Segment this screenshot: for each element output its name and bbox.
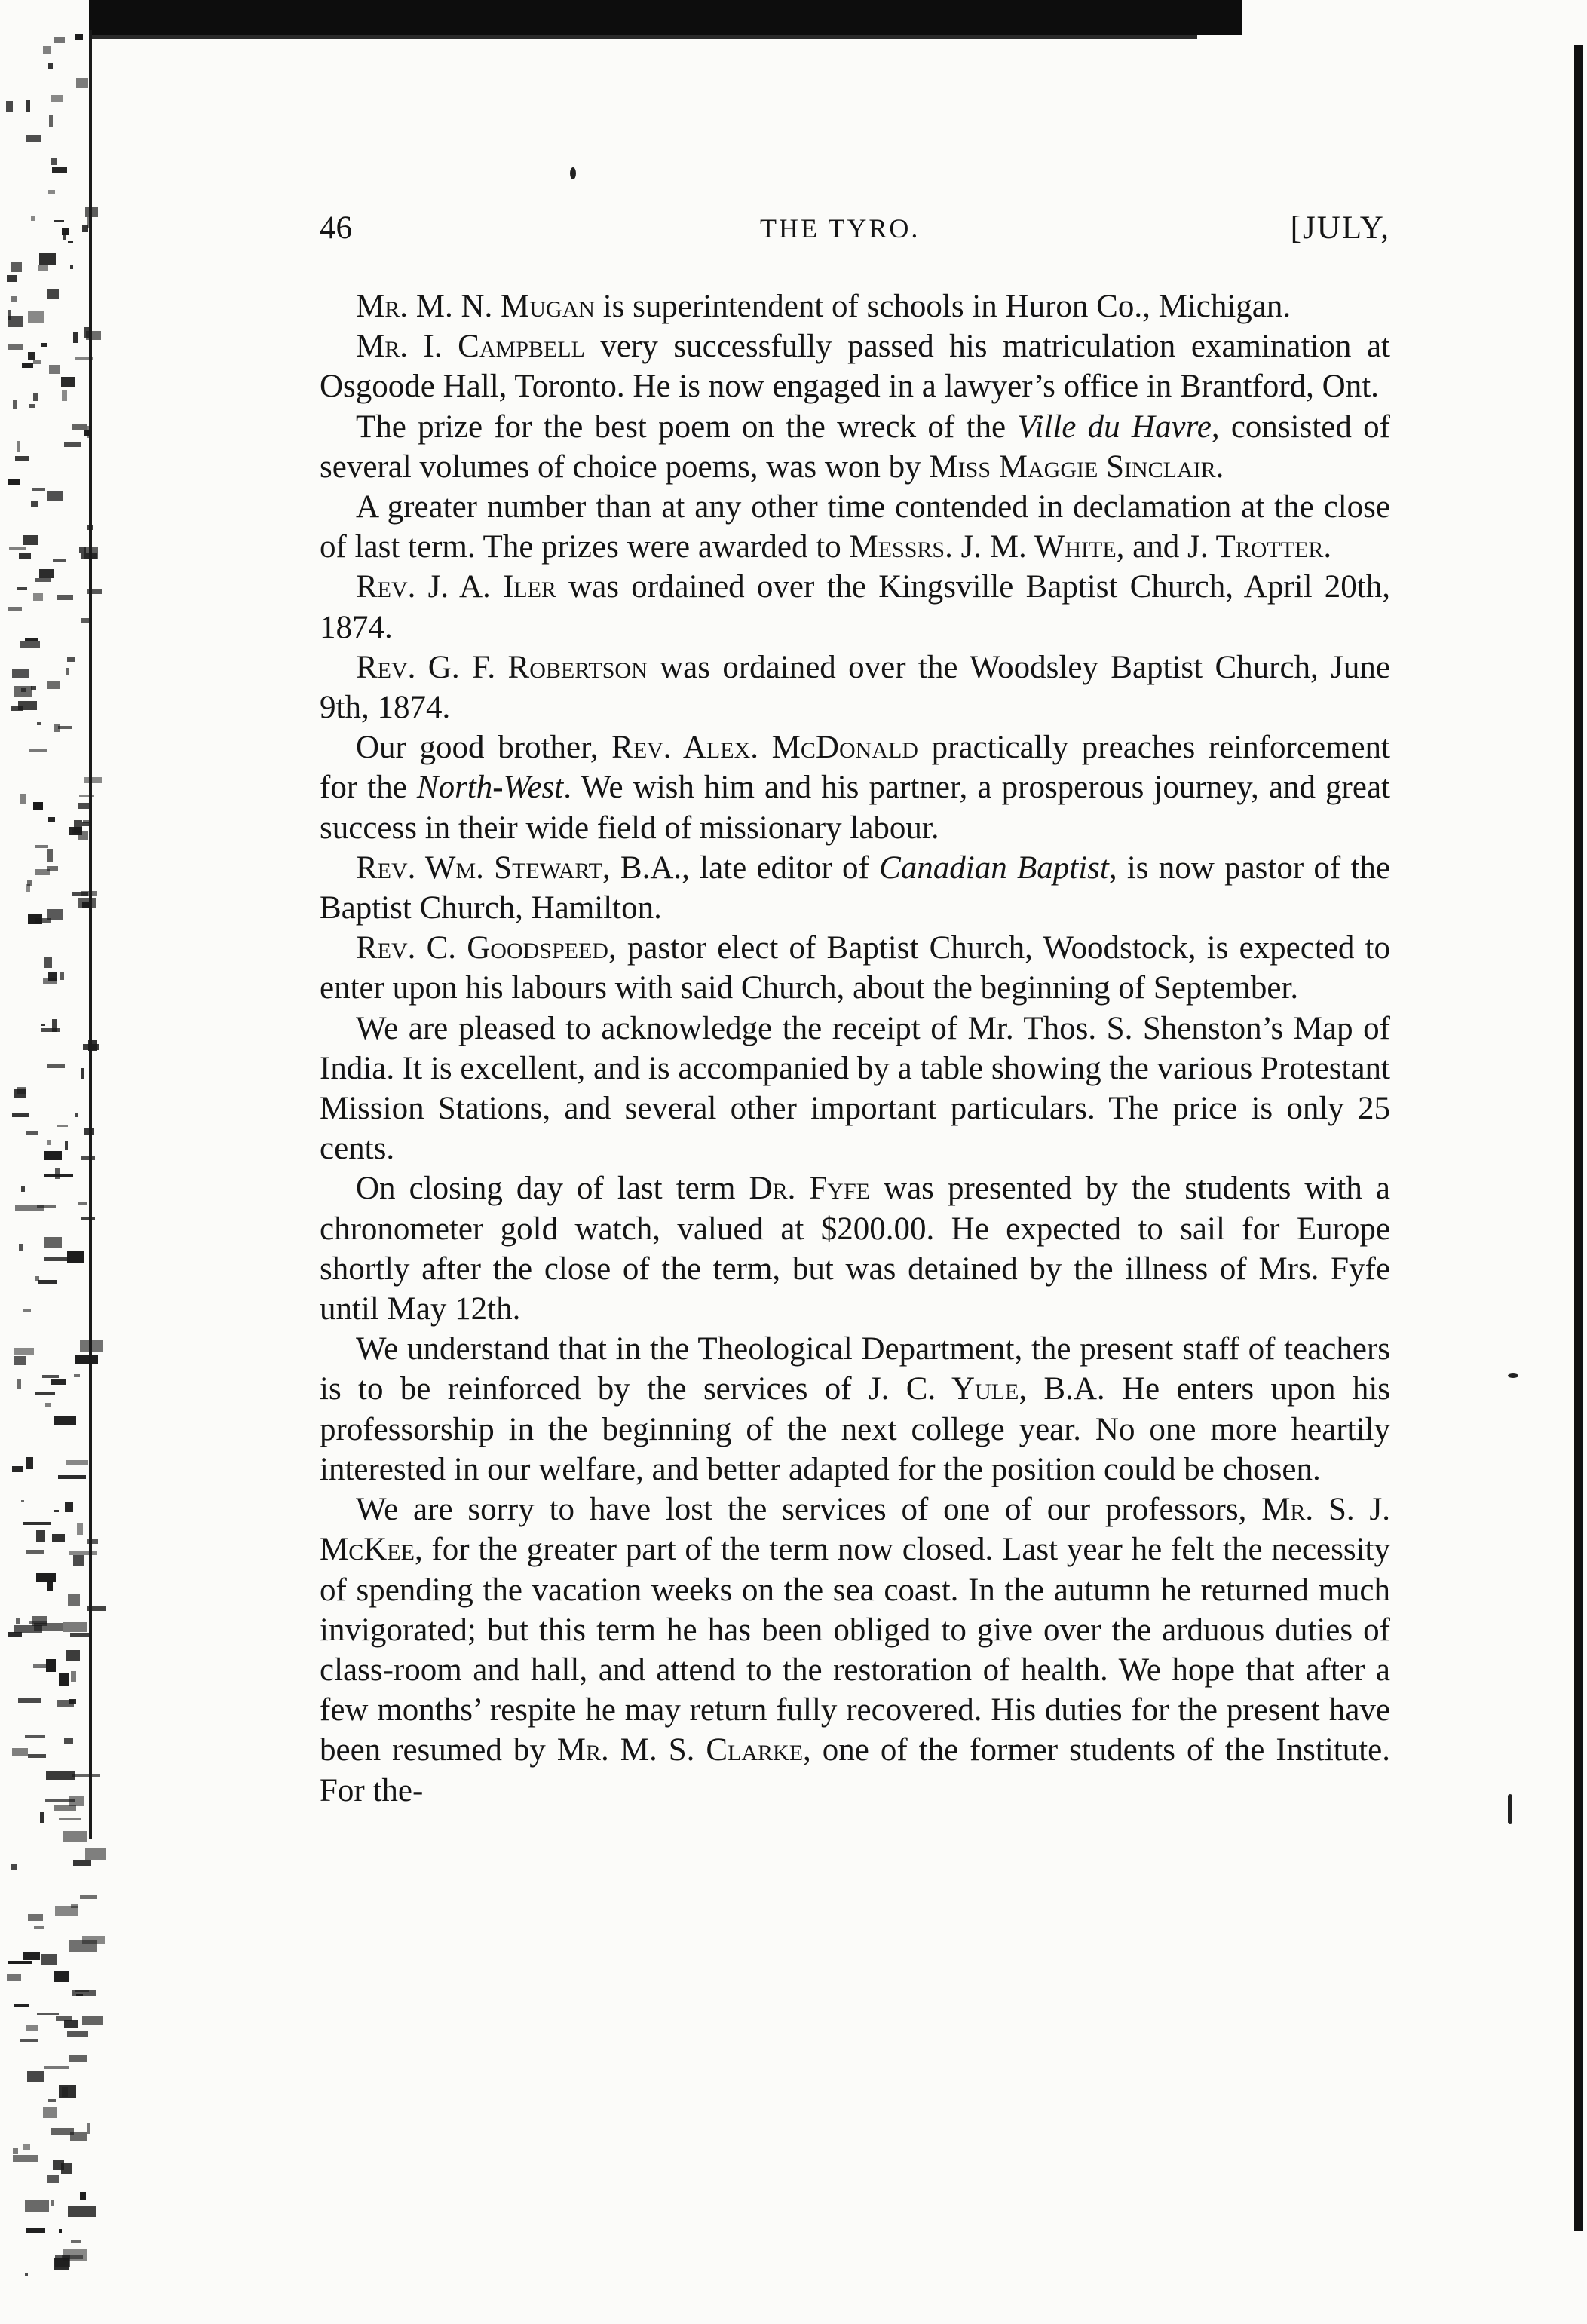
binding-scan-mark [26,1457,34,1469]
binding-scan-mark [13,2155,37,2162]
binding-scan-mark [64,1738,72,1744]
binding-scan-mark [49,365,60,374]
binding-scan-mark [55,1168,60,1179]
binding-scan-mark [45,1799,75,1803]
binding-scan-mark [58,1475,86,1478]
binding-scan-mark [52,167,67,173]
paragraph-text: We are pleased to acknowledge the receipt of Mr. Thos. S. Shenston’s Map of India. It is excellent, and is accompanied by a table showing the various Protestant Mission Stations, and several other important particulars. The price is only 25 cents. [320,1010,1390,1167]
binding-scan-mark [70,1633,90,1637]
binding-scan-mark [62,228,70,235]
binding-scan-mark [35,845,48,848]
person-name: Rev. Wm. Stewart [356,850,602,886]
paragraph-text: , B.A. He enters upon his professorship in the beginning of the next college year. No one more heartily interested in our welfare, and better adapted for the position could be chosen. [320,1371,1391,1487]
binding-scan-mark [21,1186,25,1192]
binding-scan-mark [37,2013,59,2016]
news-item-paragraph [320,848,1390,928]
binding-scan-mark [25,2273,28,2276]
binding-scan-mark [72,424,87,430]
binding-scan-mark [47,866,59,871]
binding-scan-mark [26,100,30,112]
binding-scan-mark [23,1952,40,1960]
binding-scan-mark [69,2055,87,2062]
binding-scan-mark [47,681,60,690]
binding-scan-mark [39,569,54,578]
binding-scan-mark [8,344,23,350]
binding-scan-mark [75,34,83,39]
binding-scan-mark [78,1202,87,1205]
binding-scan-mark [71,1671,77,1682]
binding-spine-line [89,30,92,1839]
binding-scan-mark [14,1356,26,1365]
binding-scan-mark [53,2160,65,2170]
binding-scan-mark [20,2039,38,2042]
person-name: Mr. M. N. Mugan [356,289,595,324]
binding-scan-mark [12,1466,22,1472]
binding-scan-mark [12,1113,29,1117]
paragraph-text: On closing day of last term [356,1171,749,1207]
binding-scan-mark [13,2148,18,2154]
news-item-paragraph [320,286,1390,326]
news-item-paragraph [320,928,1390,1008]
binding-scan-mark [15,456,29,461]
binding-scan-mark [11,706,23,711]
binding-scan-mark [16,1618,19,1623]
paragraph-text: The prize for the best poem on the wreck of the [356,409,1018,445]
binding-scan-mark [8,1632,22,1637]
binding-scan-mark [61,377,76,387]
binding-scan-mark [14,686,33,697]
binding-scan-mark [44,1174,74,1177]
person-name: Mr. S. J. McKee [320,1492,1390,1568]
binding-scan-mark [23,2144,30,2149]
binding-scan-mark [44,957,53,967]
binding-scan-mark [18,1698,41,1703]
paragraph-text: practically preaches reinforcement for the [320,730,1391,806]
binding-scan-mark [44,2066,69,2069]
binding-scan-mark [23,1522,51,1525]
binding-scan-mark [52,1534,65,1542]
top-scan-border [89,0,1242,35]
paragraph-text: very successfully passed his matriculation examination at Osgoode Hall, Toronto. He is now engaged in a lawyer’s office in Brantford, Ont. [320,329,1390,405]
binding-scan-mark [36,1530,44,1543]
binding-scan-mark [26,1131,38,1135]
binding-scan-mark [47,2175,59,2182]
news-item-paragraph [320,487,1390,567]
binding-scan-mark [57,595,73,600]
binding-scan-mark [67,1251,84,1263]
binding-scan-mark [54,1510,60,1512]
binding-scan-mark [40,1812,44,1823]
binding-scan-mark [8,310,11,320]
binding-scan-mark [66,668,69,675]
binding-scan-mark [75,1355,98,1364]
binding-scan-mark [75,1113,78,1117]
binding-scan-mark [54,37,65,43]
binding-scan-mark [75,1990,89,1992]
binding-scan-mark [44,1151,62,1160]
paragraph-text: , and [1116,529,1188,565]
binding-scan-mark [87,2123,90,2134]
binding-scan-mark [46,1771,75,1780]
binding-scan-mark [11,296,17,302]
binding-scan-mark [73,1860,91,1866]
person-name: Miss Maggie Sinclair [929,449,1216,485]
binding-scan-mark [70,265,73,268]
binding-scan-mark [17,1379,21,1389]
binding-scan-mark [79,547,86,553]
binding-scan-mark [77,1523,83,1536]
binding-scan-mark [82,2016,103,2025]
binding-scan-mark [58,726,72,729]
binding-scan-mark [65,1141,69,1150]
binding-scan-mark [68,2206,96,2217]
binding-scan-mark [64,442,81,447]
binding-scan-mark [25,2200,49,2212]
binding-scan-mark [73,332,78,343]
binding-scan-mark [11,1864,17,1869]
binding-scan-mark [35,578,52,582]
binding-scan-mark [42,1375,58,1379]
paragraph-text: was ordained over the Kingsville Baptist Church, April 20th, 1874. [320,569,1390,645]
binding-scan-mark [33,393,38,401]
binding-scan-mark [73,1555,84,1566]
binding-scan-mark [37,1205,55,1208]
binding-scan-mark [17,441,20,452]
binding-scan-mark [47,1064,65,1067]
binding-scan-mark [54,220,64,222]
scan-speck [1508,1373,1518,1378]
paragraph-text: , pastor elect of Baptist Church, Woodstock, is expected to enter upon his labours with said Church, about the beginning of September. [320,930,1391,1006]
binding-scan-mark [69,1940,96,1951]
paragraph-text: , is now pastor of the Baptist Church, Hamilton. [320,850,1391,926]
binding-scan-mark [33,593,43,601]
news-item-paragraph [320,648,1390,727]
paragraph-text: was presented by the students with a chronometer gold watch, valued at $200.00. He expected to sail for Europe shortly after the close of the term, but was detained by the illness of Mrs. Fyfe until May 12th. [320,1171,1391,1327]
binding-scan-mark [67,2031,88,2037]
binding-scan-mark [48,2099,56,2103]
binding-scan-mark [33,360,41,364]
binding-scan-mark [54,1971,69,1982]
binding-scan-mark [81,1068,84,1079]
binding-scan-mark [48,817,54,823]
person-name: Dr. Fyfe [749,1171,870,1207]
binding-scan-mark [19,1244,23,1251]
binding-scan-mark [41,1954,57,1964]
binding-scan-mark [48,63,54,69]
binding-scan-mark [25,1735,45,1738]
binding-scan-mark [36,1573,56,1582]
binding-scan-mark [48,190,55,194]
binding-scan-mark [78,831,88,840]
binding-scan-mark [8,1961,32,1964]
binding-scan-mark [28,352,35,360]
running-header [320,210,1390,262]
paragraph-text: . We wish him and his partner, a prosperous journey, and great success in their wide field of missionary labour. [320,770,1390,846]
binding-scan-mark [54,1805,76,1811]
binding-scan-mark [14,1348,34,1355]
binding-scan-mark [47,491,63,501]
paragraph-text: . [1215,449,1224,485]
binding-scan-mark [68,1594,80,1605]
scan-speck [1508,1794,1512,1824]
binding-scan-mark [20,641,39,648]
binding-scan-mark [11,262,22,273]
italic-title: North-West [416,770,564,806]
news-item-paragraph [320,326,1390,406]
binding-scan-mark [28,1914,43,1921]
news-item-paragraph [320,407,1390,487]
binding-scan-mark [57,1125,68,1127]
paragraph-text: . [1323,529,1332,565]
binding-scan-mark [35,918,51,922]
person-name: Mr. M. S. Clarke [556,1732,804,1768]
binding-scan-mark [65,1502,73,1512]
person-name: Mr. I. Campbell [356,329,585,365]
binding-scan-mark [12,1748,28,1756]
binding-scan-mark [37,722,41,725]
binding-scan-mark [53,559,67,562]
binding-scan-mark [80,1895,97,1899]
binding-scan-mark [43,46,52,54]
binding-scan-mark [81,618,89,623]
binding-scan-mark [80,2192,86,2200]
binding-scan-mark [47,1140,51,1145]
binding-scan-mark [45,1403,51,1408]
binding-edge-artifacts [0,30,106,2324]
paragraph-text: , for the greater part of the term now closed. Last year he felt the necessity of spending the vacation weeks on the sea coast. In the autumn he returned much invigorated; but this term he has been obliged to give over the arduous duties of class-room and hall, and attend to the restoration of health. We hope that after a few months’ respite he may return fully recovered. His duties for the present have been resumed by [320,1532,1390,1768]
binding-scan-mark [74,1374,80,1377]
binding-scan-mark [8,479,20,485]
binding-scan-mark [41,1028,60,1033]
binding-scan-mark [66,1650,80,1661]
binding-scan-mark [81,1217,95,1220]
binding-scan-mark [39,253,55,265]
binding-scan-mark [8,607,22,611]
binding-scan-mark [41,343,47,347]
binding-scan-mark [29,749,47,753]
binding-scan-mark [62,2087,68,2097]
issue-month: [JULY, [1290,210,1390,246]
binding-scan-mark [57,1700,74,1707]
binding-scan-mark [26,135,41,142]
binding-scan-mark [20,794,25,804]
person-name: J. Trotter [1187,529,1324,565]
binding-scan-mark [26,2228,45,2233]
binding-scan-mark [51,2200,54,2206]
binding-scan-mark [51,95,63,102]
binding-scan-mark [35,1392,55,1396]
binding-scan-mark [23,535,38,545]
binding-scan-mark [67,657,76,661]
paragraph-text: , one of the former students of the Institute. For the- [320,1732,1390,1808]
binding-scan-mark [32,1616,47,1626]
paragraph-text: was ordained over the Woodsley Baptist Church, June 9th, 1874. [320,649,1390,726]
binding-scan-mark [85,1848,106,1860]
binding-scan-mark [38,1280,57,1284]
binding-scan-mark [59,1818,81,1821]
binding-scan-mark [17,1087,26,1094]
person-name: Messrs. J. M. White [849,529,1117,565]
scan-speck [570,167,576,179]
binding-scan-mark [6,101,13,113]
binding-scan-mark [54,1416,76,1425]
binding-scan-mark [19,553,31,559]
right-scan-edge [1574,45,1583,2231]
news-item-paragraph [320,1329,1390,1490]
italic-title: Ville du Havre [1017,409,1212,445]
page-body [320,286,1390,1811]
binding-scan-mark [29,404,34,408]
binding-scan-mark [31,216,35,221]
person-name: J. C. Yule [868,1371,1019,1407]
binding-scan-mark [21,1500,24,1502]
binding-scan-mark [26,2025,38,2030]
binding-scan-mark [13,400,16,409]
paragraph-text: is superintendent of schools in Huron Co., Michigan. [594,289,1291,324]
binding-scan-mark [48,972,57,981]
binding-scan-mark [60,972,65,980]
binding-scan-mark [31,501,38,507]
top-scan-border-thin [89,35,1197,39]
news-item-paragraph [320,1168,1390,1329]
binding-scan-mark [51,1379,65,1385]
binding-scan-mark [76,78,88,89]
news-item-paragraph [320,727,1390,848]
person-name: Rev. Alex. McDonald [611,730,918,766]
binding-scan-mark [47,1581,53,1591]
running-title: THE TYRO. [760,213,921,243]
binding-scan-mark [63,2249,86,2261]
binding-scan-mark [27,2071,44,2082]
binding-scan-mark [72,1774,100,1777]
binding-scan-mark [33,802,43,810]
binding-scan-mark [51,158,58,165]
binding-scan-mark [12,669,28,678]
binding-scan-mark [43,2107,58,2118]
binding-scan-mark [14,2004,29,2007]
person-name: Rev. C. Goodspeed [356,930,608,966]
news-item-paragraph [320,567,1390,647]
binding-scan-mark [32,488,45,491]
binding-scan-mark [23,1309,31,1312]
binding-scan-mark [47,849,53,862]
person-name: Rev. G. F. Robertson [356,649,648,685]
binding-scan-mark [28,1754,47,1758]
paragraph-text: , B.A., late editor of [602,850,880,886]
binding-scan-mark [7,275,18,282]
binding-scan-mark [22,363,33,369]
page-number: 46 [320,210,352,246]
binding-scan-mark [66,1460,88,1464]
binding-scan-mark [47,289,59,299]
binding-scan-mark [63,1831,87,1842]
binding-scan-mark [38,265,48,270]
binding-scan-mark [59,1673,69,1686]
binding-scan-mark [84,777,102,783]
binding-scan-mark [28,311,44,323]
person-name: Rev. J. A. Iler [356,569,556,605]
paragraph-text: Our good brother, [356,730,612,766]
binding-scan-mark [27,880,32,886]
binding-scan-mark [34,1926,44,1928]
binding-scan-mark [26,1550,44,1554]
binding-scan-mark [44,1237,62,1248]
binding-scan-mark [17,587,28,590]
paragraph-text: We are sorry to have lost the services of one of our professors, [356,1492,1262,1528]
news-item-paragraph [320,1009,1390,1169]
binding-scan-mark [71,1904,78,1908]
binding-scan-mark [63,1622,87,1632]
paragraph-text: A greater number than at any other time contended in declamation at the close of last term. The prizes were awarded to [320,489,1390,565]
binding-scan-mark [71,2240,81,2243]
binding-scan-mark [9,547,26,550]
binding-scan-mark [7,1974,21,1980]
binding-scan-mark [52,1019,57,1032]
binding-scan-mark [68,241,73,243]
binding-scan-mark [70,2132,87,2140]
binding-scan-mark [62,390,67,400]
paragraph-text: , consisted of several volumes of choice poems, was won by [320,409,1390,485]
binding-scan-mark [59,2229,62,2232]
news-item-paragraph [320,1490,1390,1811]
binding-scan-mark [64,2020,78,2028]
binding-scan-mark [49,115,53,127]
binding-scan-mark [41,1024,44,1026]
italic-title: Canadian Baptist [879,850,1109,886]
paragraph-text: We understand that in the Theological Department, the present staff of teachers is to be reinforced by the services of [320,1331,1390,1407]
binding-scan-mark [33,1664,47,1668]
